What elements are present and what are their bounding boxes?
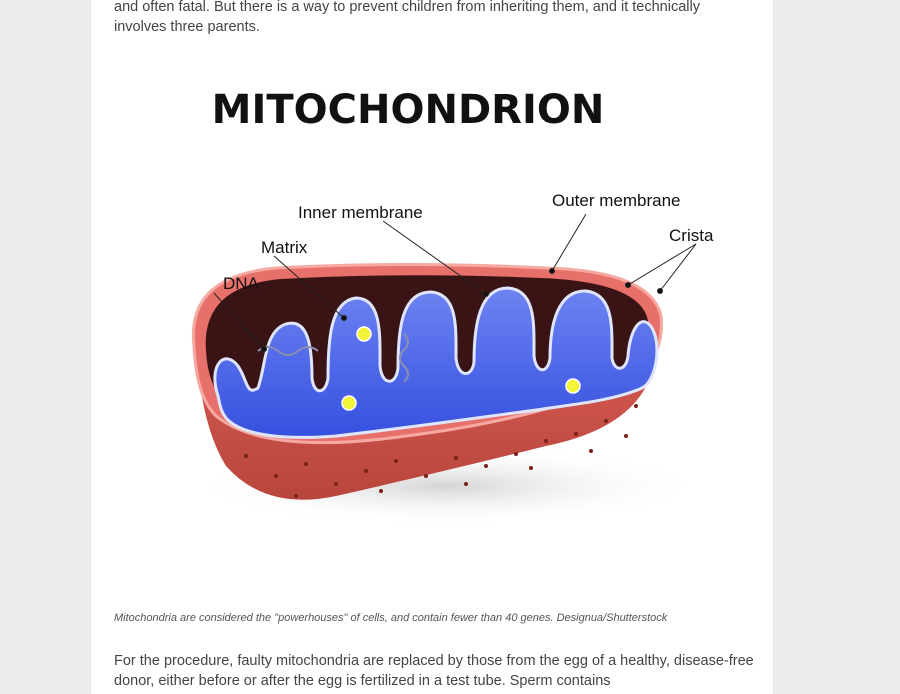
article-column — [91, 0, 773, 694]
mitochondrion-illustration — [146, 66, 726, 566]
label-inner-membrane: Inner membrane — [298, 203, 423, 222]
label-matrix: Matrix — [261, 238, 308, 257]
granule — [357, 327, 371, 341]
figure-caption: Mitochondria are considered the "powerhouses" of cells, and contain fewer than 40 genes. Designua/Shutterstock — [114, 612, 668, 624]
label-dna: DNA — [223, 274, 259, 293]
granule — [342, 396, 356, 410]
mitochondrion-diagram — [146, 66, 726, 566]
label-outer-membrane: Outer membrane — [552, 191, 681, 210]
label-crista: Crista — [669, 226, 714, 245]
diagram-title: MITOCHONDRION — [211, 87, 605, 133]
article-paragraph-top: and often fatal. But there is a way to prevent children from inheriting them, and it technically involves three parents. — [114, 0, 700, 35]
article-paragraph-bottom: For the procedure, faulty mitochondria are replaced by those from the egg of a healthy, disease-free donor, either before or after the egg is fertilized in a test tube. Sperm contains — [114, 653, 754, 689]
granule — [566, 379, 580, 393]
